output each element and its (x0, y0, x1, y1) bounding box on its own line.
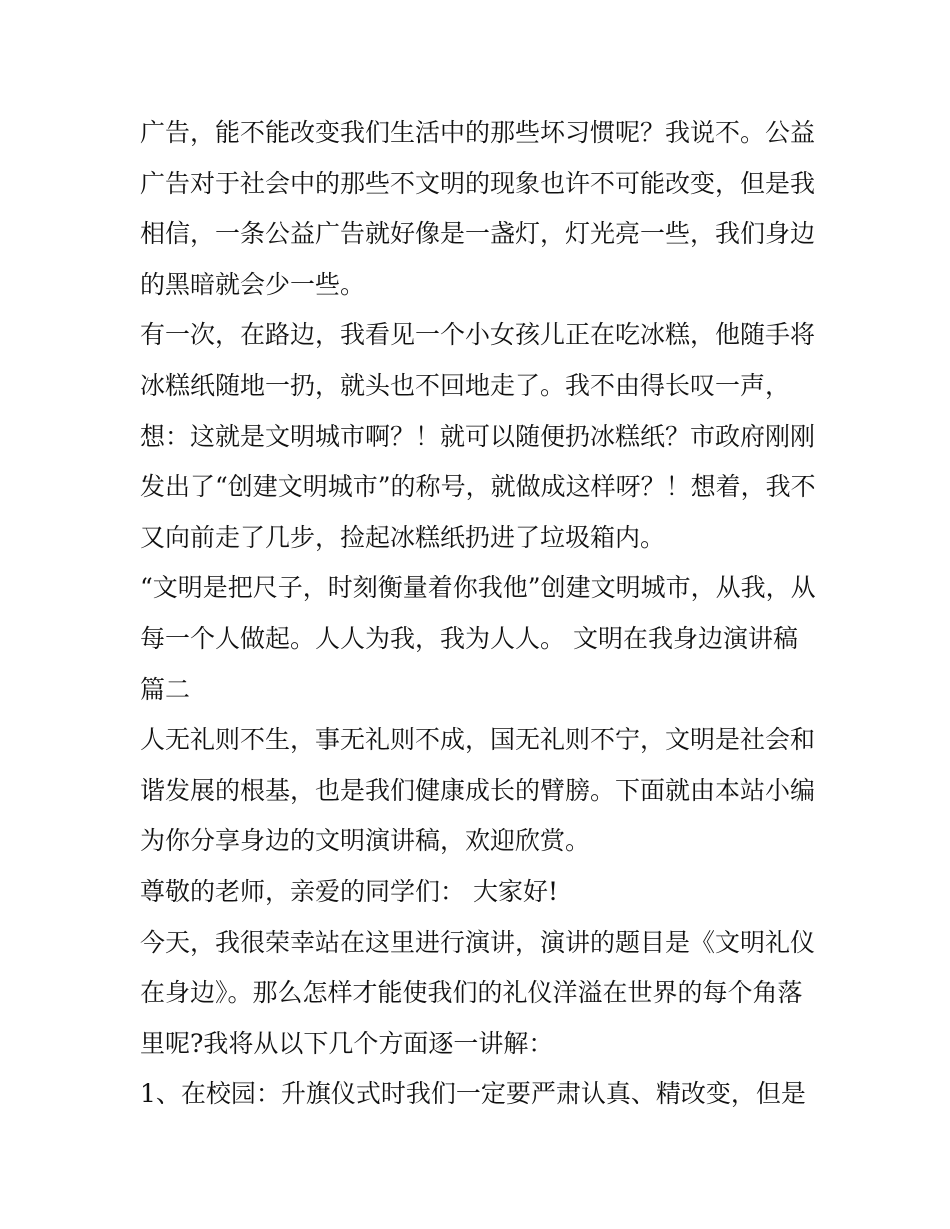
text-line: 为你分享身边的文明演讲稿，欢迎欣赏。 (140, 826, 591, 856)
section-heading: 篇二 (140, 674, 191, 704)
greeting-line: 尊敬的老师，亲爱的同学们： 大家好! (140, 876, 558, 906)
text-line: “文明是把尺子，时刻衡量着你我他”创建文明城市，从我，从 (140, 573, 816, 603)
text-line: 想：这就是文明城市啊？！就可以随便扔冰糕纸？市政府刚刚 (140, 421, 816, 451)
text-line: 每一个人做起。人人为我，我为人人。 文明在我身边演讲稿 (140, 623, 798, 653)
text-line: 在身边》。那么怎样才能使我们的礼仪洋溢在世界的每个角落 (140, 978, 803, 1008)
text-line: 今天，我很荣幸站在这里进行演讲，演讲的题目是《文明礼仪 (140, 927, 816, 957)
text-line: 广告，能不能改变我们生活中的那些坏习惯呢？我说不。公益 (140, 118, 816, 147)
text-line: 人无礼则不生，事无礼则不成，国无礼则不宁，文明是社会和 (140, 725, 816, 755)
text-line: 冰糕纸随地一扔，就头也不回地走了。我不由得长叹一声， (140, 370, 791, 400)
document-body (140, 108, 820, 1120)
text-line: 相信，一条公益广告就好像是一盏灯，灯光亮一些，我们身边 (140, 219, 816, 249)
text-line: 广告对于社会中的那些不文明的现象也许不可能改变，但是我 (140, 168, 816, 198)
text-line: 又向前走了几步，捡起冰糕纸扔进了垃圾箱内。 (140, 522, 666, 552)
text-line: 有一次，在路边，我看见一个小女孩儿正在吃冰糕，他随手将 (140, 320, 816, 350)
text-line: 发出了“创建文明城市”的称号，就做成这样呀？！想着，我不 (140, 472, 816, 502)
text-line: 里呢?我将从以下几个方面逐一讲解： (140, 1028, 554, 1058)
text-line: 的黑暗就会少一些。 (140, 269, 366, 299)
list-item-line: 1、在校园：升旗仪式时我们一定要严肃认真、精改变，但是 (140, 1079, 806, 1109)
text-line: 谐发展的根基，也是我们健康成长的臂膀。下面就由本站小编 (140, 775, 816, 805)
